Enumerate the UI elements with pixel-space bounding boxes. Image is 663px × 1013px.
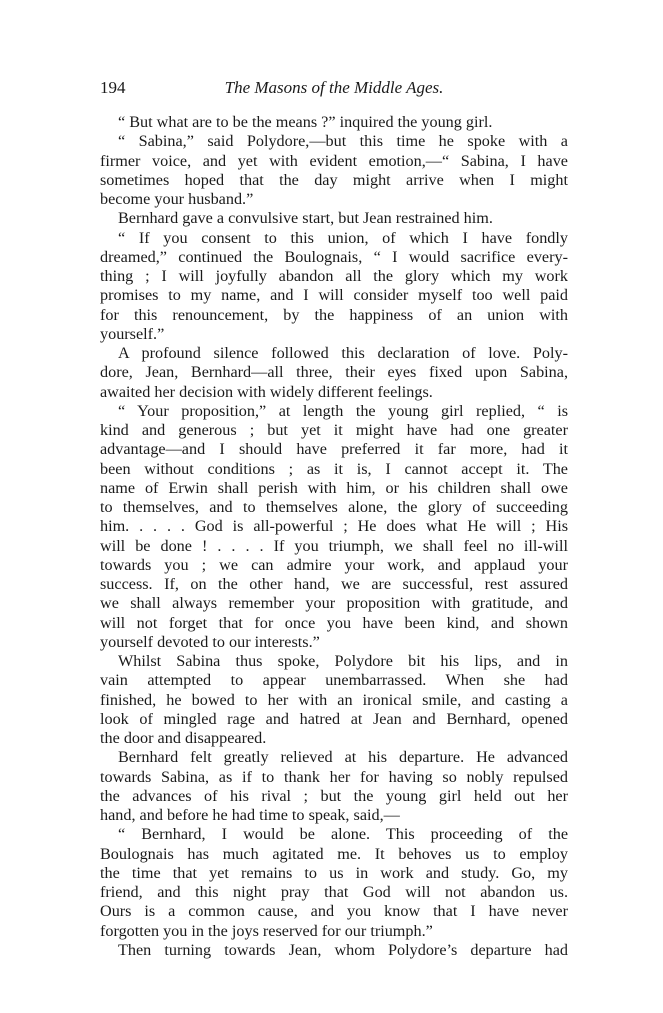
text-line: success. If, on the other hand, we are successful, rest assured (100, 575, 568, 593)
text-line: Ours is a common cause, and you know that I have never (100, 902, 568, 921)
text-line: him. . . . . God is all-powerful ; He does what He will ; His (100, 517, 568, 536)
text-line: Whilst Sabina thus spoke, Polydore bit his lips, and in (118, 652, 568, 670)
text-line: hand, and before he had time to speak, said,— (100, 806, 400, 824)
text-line: dore, Jean, Bernhard—all three, their eyes fixed upon Sabina, (100, 363, 568, 382)
text-line: friend, and this night pray that God will not abandon us. (100, 883, 568, 901)
running-title: The Masons of the Middle Ages. (224, 78, 444, 97)
text-line: yourself devoted to our interests.” (100, 632, 320, 651)
text-line: forgotten you in the joys reserved for our triumph.” (100, 921, 433, 940)
text-line: “ If you consent to this union, of which I have fondly (118, 228, 568, 247)
text-line: been without conditions ; as it is, I cannot accept it. The (100, 459, 568, 478)
text-line: advantage—and I should have preferred it far more, had it (100, 440, 568, 459)
text-line: name of Erwin shall perish with him, or his children shall owe (100, 478, 568, 497)
text-line: “ Your proposition,” at length the young girl replied, “ is (118, 401, 568, 420)
text-line: will not forget that for once you have been kind, and shown (100, 613, 568, 632)
text-line: the time that yet remains to us in work and study. Go, my (100, 863, 568, 882)
text-line: towards you ; we can admire your work, and applaud your (100, 555, 568, 574)
text-line: towards Sabina, as if to thank her for having so nobly repulsed (100, 767, 568, 786)
text-line: yourself.” (100, 324, 165, 343)
text-line: “ Sabina,” said Polydore,—but this time he spoke with a (118, 132, 568, 151)
text-line: thing ; I will joyfully abandon all the glory which my work (100, 267, 568, 285)
text-line: the advances of his rival ; but the young girl held out her (100, 786, 568, 805)
text-line: awaited her decision with widely different feelings. (100, 382, 433, 401)
text-line: to themselves, and to themselves alone, the glory of succeeding (100, 498, 568, 516)
text-line: “ But what are to be the means ?” inquired the young girl. (118, 113, 493, 131)
text-line: promises to my name, and I will consider myself too well paid (100, 286, 568, 305)
text-line: Bernhard gave a convulsive start, but Jean restrained him. (118, 209, 493, 228)
text-line: Then turning towards Jean, whom Polydore’s departure had (118, 940, 568, 959)
text-line: vain attempted to appear unembarrassed. When she had (100, 671, 568, 690)
text-line: firmer voice, and yet with evident emotion,—“ Sabina, I have (100, 151, 568, 170)
text-line: will be done ! . . . . If you triumph, we shall feel no ill-will (100, 536, 568, 555)
text-line: Bernhard felt greatly relieved at his departure. He advanced (118, 748, 568, 767)
text-line: Boulognais has much agitated me. It behoves us to employ (100, 844, 568, 863)
text-line: sometimes hoped that the day might arrive when I might (100, 170, 568, 189)
text-line: A profound silence followed this declaration of love. Poly- (118, 344, 568, 362)
text-line: kind and generous ; but yet it might have had one greater (100, 421, 568, 439)
page-header (100, 78, 568, 102)
text-line: dreamed,” continued the Boulognais, “ I would sacrifice every- (100, 247, 568, 266)
page-number: 194 (100, 78, 126, 97)
body-text (100, 113, 568, 960)
text-line: look of mingled rage and hatred at Jean and Bernhard, opened (100, 709, 568, 728)
text-line: for this renouncement, by the happiness of an union with (100, 305, 568, 324)
text-line: we shall always remember your proposition with gratitude, and (100, 594, 568, 613)
text-line: become your husband.” (100, 190, 254, 208)
text-line: the door and disappeared. (100, 729, 267, 747)
text-line: “ Bernhard, I would be alone. This proceeding of the (118, 825, 568, 844)
text-line: finished, he bowed to her with an ironical smile, and casting a (100, 690, 568, 709)
